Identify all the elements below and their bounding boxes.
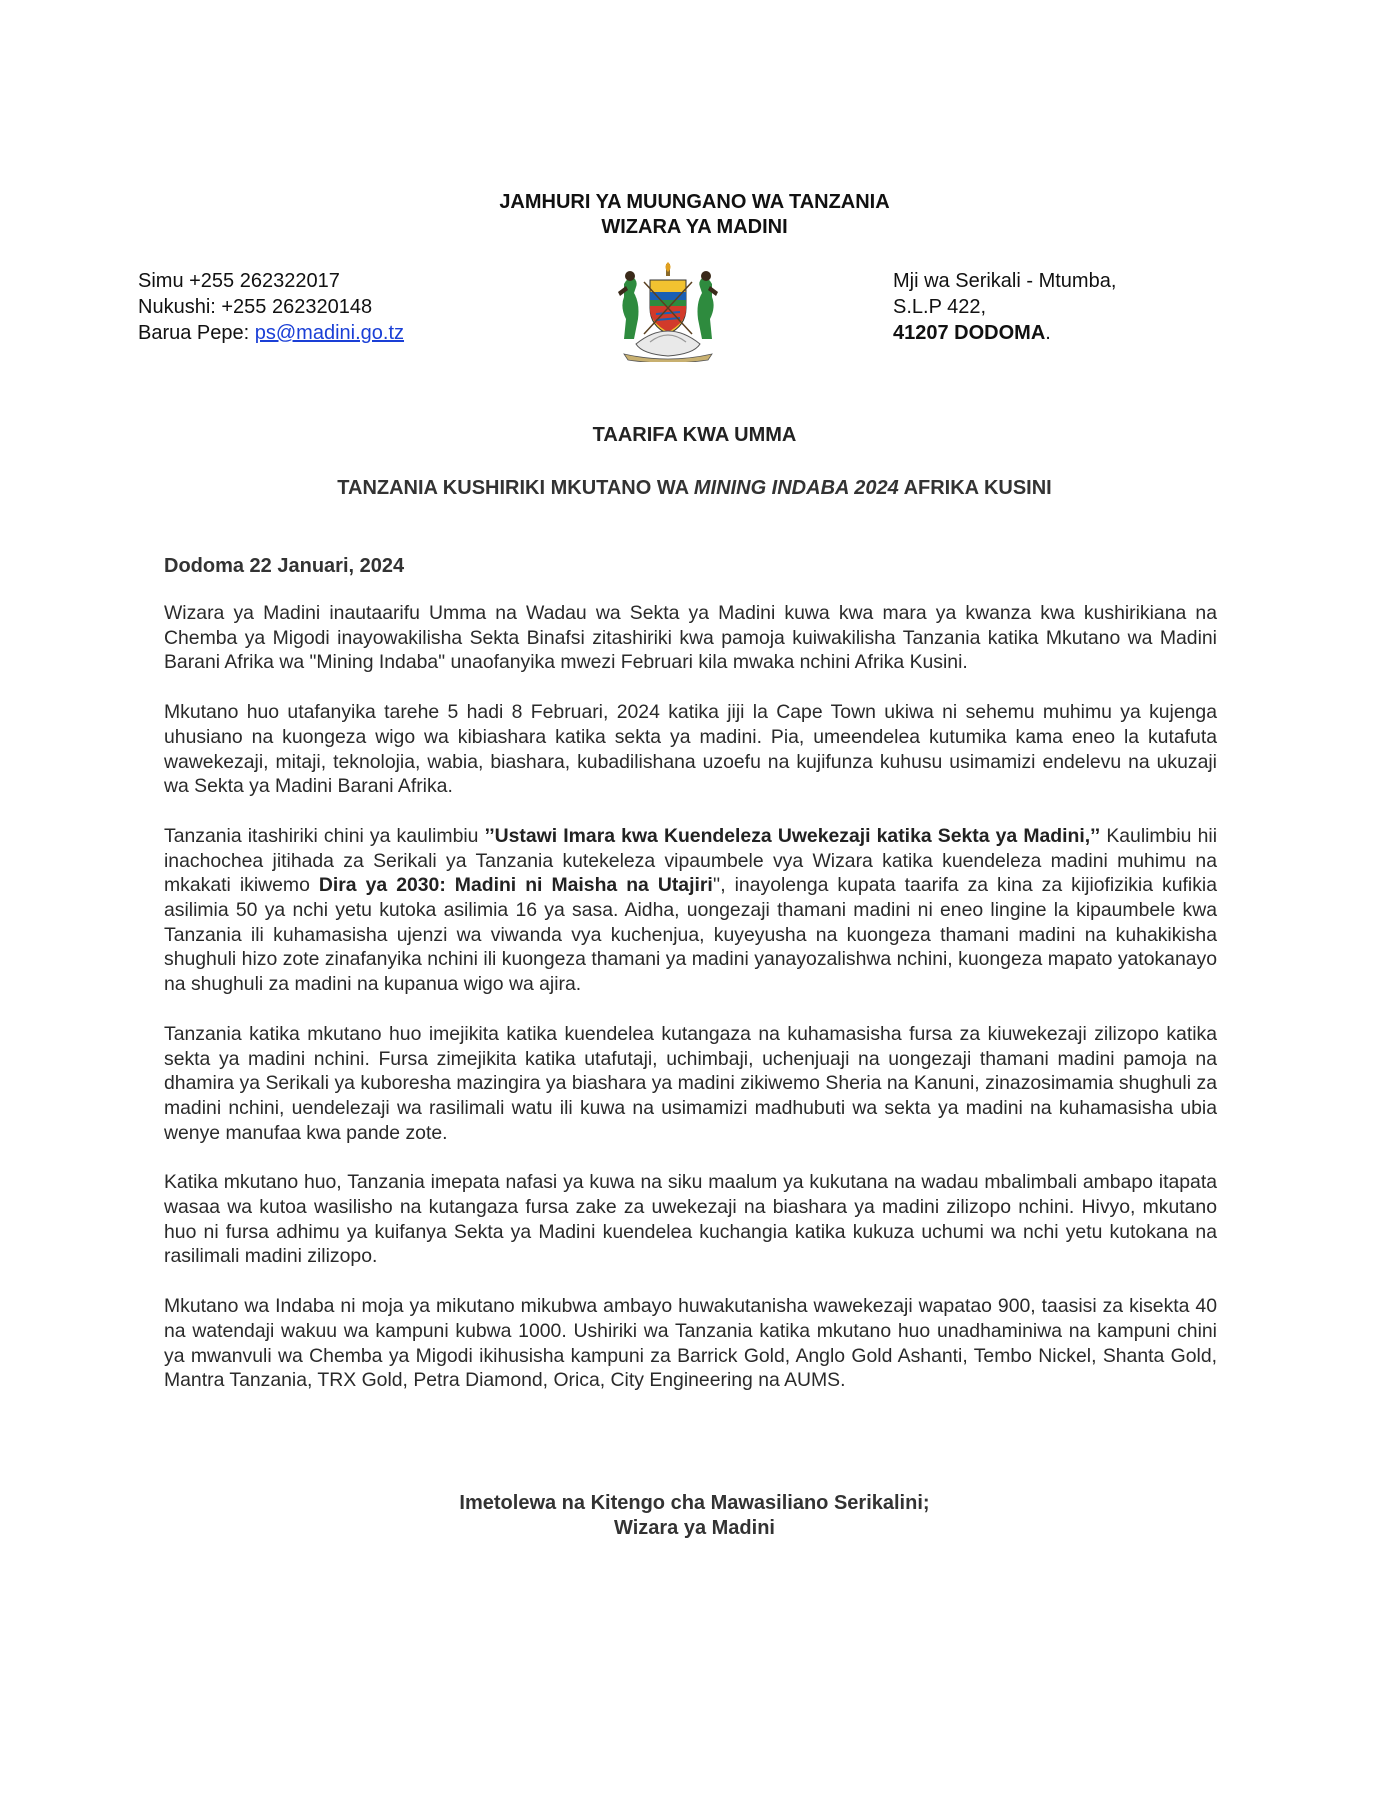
p3-vision: Dira ya 2030: Madini ni Maisha na Utajiri bbox=[318, 874, 713, 897]
headline-italic: MINING INDABA 2024 bbox=[693, 477, 899, 499]
notice-title: TAARIFA KWA UMMA bbox=[592, 424, 797, 446]
paragraph-5: Katika mkutano huo, Tanzania imepata nafasi ya kuwa na siku maalum ya kukutana na wadau mbalimbali ambapo itapata wasaa wa kutoa wasilisho na kutangaza fursa zake za uwekezaji na biashara ya madini zilizopo nchini. Hivyo, mkutano huo ni fursa adhimu ya kuifanya Sekta ya Madini kuendelea kuchangia katika kukuza uchumi wa nchi yetu kutokana na rasilimali madini zilizopo. bbox=[164, 1171, 1217, 1268]
email-label: Barua Pepe: bbox=[138, 322, 255, 344]
headline-post: AFRIKA KUSINI bbox=[898, 477, 1052, 499]
paragraph-6: Mkutano wa Indaba ni moja ya mikutano mikubwa ambayo huwakutanisha wawekezaji wapatao 900, taasisi za kisekta 40 na watendaji wakuu wa kampuni kubwa 1000. Ushiriki wa Tanzania katika mkutano huo unadhaminiwa na kampuni chini ya mwanvuli wa Chemba ya Migodi ikihusisha kampuni za Barrick Gold, Anglo Gold Ashanti, Tembo Nickel, Shanta Gold, Mantra Tanzania, TRX Gold, Petra Diamond, Orica, City Engineering na AUMS. bbox=[164, 1295, 1217, 1392]
address-line-3 bbox=[893, 320, 1116, 346]
postcode-city: 41207 DODOMA bbox=[893, 322, 1046, 344]
address-line-1: Mji wa Serikali - Mtumba, bbox=[893, 270, 1117, 292]
body-text bbox=[164, 601, 1217, 1418]
signoff-line-2: Wizara ya Madini bbox=[614, 1517, 775, 1539]
dateline: Dodoma 22 Januari, 2024 bbox=[164, 555, 405, 577]
ministry-name: WIZARA YA MADINI bbox=[601, 216, 788, 238]
p3-rest: '', inayolenga kupata taarifa za kina za kijiofizikia kufikia asilimia 50 ya nchi yetu kutoka asilimia 16 ya sasa. Aidha, uongezaji thamani madini ni eneo lingine la kipaumbele kwa Tanzania ili kuhamasisha ujenzi wa viwanda vya kuchenjua, kuyeyusha na kuongeza thamani madini na kuhakikisha shughuli hizo zote zinafanyika nchini ili kuongeza thamani ya madini yanayozalishwa nchini, kuongeza mapato yatokanayo na shughuli za madini na kupanua wigo wa ajira. bbox=[164, 874, 1218, 996]
letterhead-title bbox=[0, 190, 1389, 240]
headline-pre: TANZANIA KUSHIRIKI MKUTANO WA bbox=[337, 477, 694, 499]
paragraph-1: Wizara ya Madini inautaarifu Umma na Wadau wa Sekta ya Madini kuwa kwa mara ya kwanza kwa kushirikiana na Chemba ya Migodi inayowakilisha Sekta Binafsi zitashiriki kwa pamoja kuiwakilisha Tanzania katika Mkutano wa Madini Barani Afrika wa "Mining Indaba" unaofanyika mwezi Februari kila mwaka nchini Afrika Kusini. bbox=[164, 602, 1217, 674]
email-line bbox=[138, 320, 404, 346]
signoff bbox=[0, 1491, 1389, 1541]
paragraph-2: Mkutano huo utafanyika tarehe 5 hadi 8 Februari, 2024 katika jiji la Cape Town ukiwa ni sehemu muhimu ya kujenga uhusiano na kuongeza wigo wa kibiashara katika sekta ya madini. Pia, umeendelea kutumika kama eneo la kutafuta wawekezaji, mitaji, teknolojia, wabia, biashara, kubadilishana uzoefu na kujifunza kuhusu usimamizi endelevu na ukuzaji wa Sekta ya Madini Barani Afrika. bbox=[164, 701, 1217, 798]
signoff-line-1: Imetolewa na Kitengo cha Mawasiliano Serikalini; bbox=[459, 1492, 930, 1514]
p3-intro: Tanzania itashiriki chini ya kaulimbiu bbox=[164, 824, 485, 847]
p3-slogan: ’’Ustawi Imara kwa Kuendeleza Uwekezaji katika Sekta ya Madini,’’ bbox=[484, 824, 1101, 847]
contact-block-right bbox=[893, 268, 1116, 346]
paragraph-4: Tanzania katika mkutano huo imejikita katika kuendelea kutangaza na kuhamasisha fursa za kiuwekezaji zilizopo katika sekta ya madini nchini. Fursa zimejikita katika utafutaji, uchimbaji, uchenjuaji na uongezaji thamani madini pamoja na dhamira ya Serikali ya kuboresha mazingira ya biashara ya madini zikiwemo Sheria na Kanuni, zinazosimamia shughuli za madini nchini, uendelezaji wa rasilimali watu ili kuwa na usimamizi madhubuti wa sekta ya madini na kuhamasisha ubia wenye manufaa kwa pande zote. bbox=[164, 1022, 1217, 1144]
phone-number: Simu +255 262322017 bbox=[138, 270, 340, 292]
address-line-2: S.L.P 422, bbox=[893, 296, 987, 318]
fax-number: Nukushi: +255 262320148 bbox=[138, 296, 373, 318]
contact-block-left bbox=[138, 268, 404, 346]
coat-of-arms-icon bbox=[610, 262, 726, 362]
paragraph-3 bbox=[164, 824, 1217, 997]
email-link[interactable]: ps@madini.go.tz bbox=[254, 322, 405, 344]
headline bbox=[0, 477, 1389, 500]
republic-name: JAMHURI YA MUUNGANO WA TANZANIA bbox=[499, 191, 890, 213]
p3-middle: Kaulimbiu hii inachochea jitihada za Serikali ya Tanzania kutekeleza vipaumbele vya Wizara katika kuendeleza madini muhimu na mkakati ikiwemo bbox=[164, 824, 1217, 897]
address-period: . bbox=[1045, 322, 1051, 344]
